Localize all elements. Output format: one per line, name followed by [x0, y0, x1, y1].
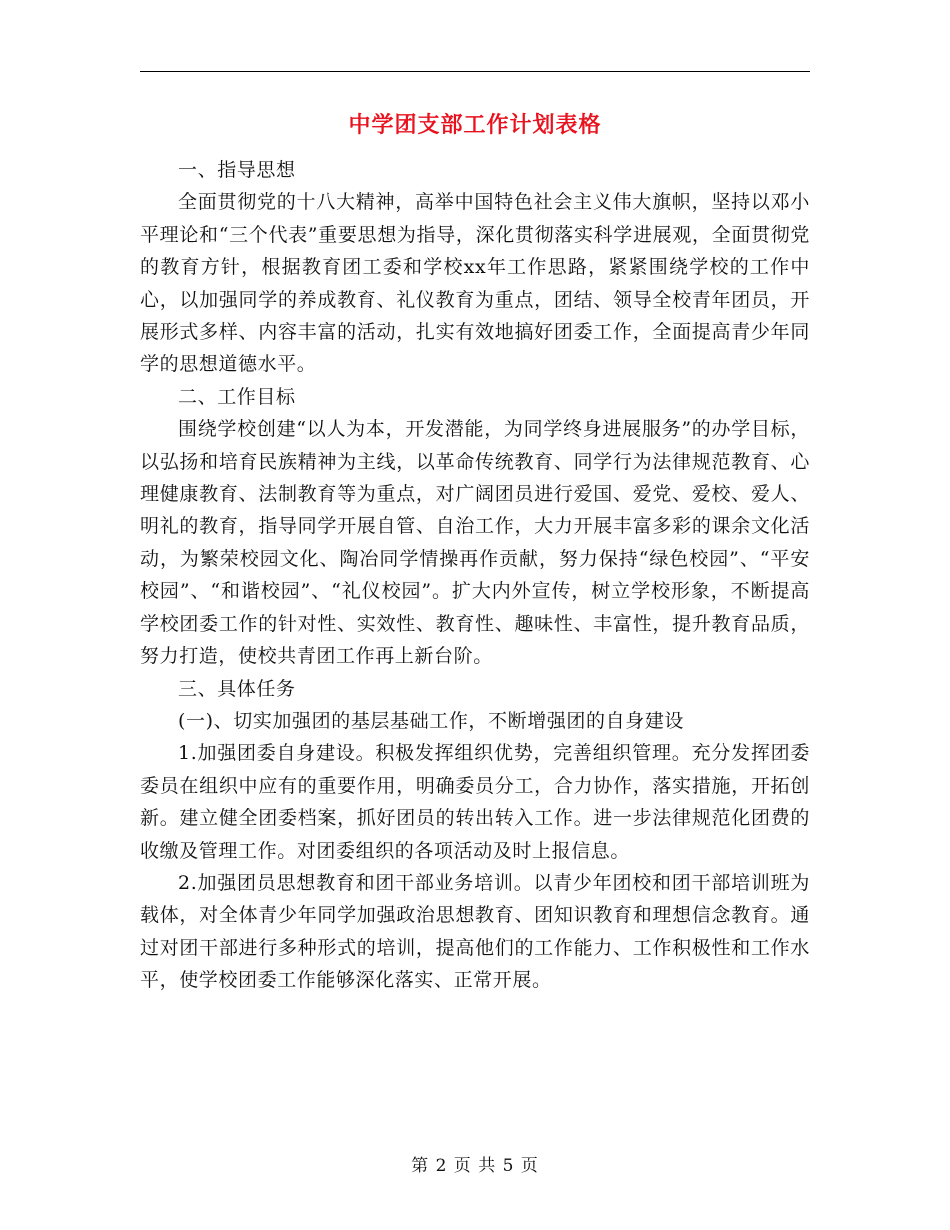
section-heading-guiding-ideology: 一、指导思想 — [178, 159, 296, 181]
paragraph-task-2: 2.加强团员思想教育和团干部业务培训。以青少年团校和团干部培训班为载体，对全体青少年同学加强政治思想教育、团知识教育和理想信念教育。通过对团干部进行多种形式的培训，提高他们的工作能力、工作积极性和工作水平，使学校团委工作能够深化落实、正常开展。 — [140, 871, 810, 992]
paragraph-guiding-ideology: 全面贯彻党的十八大精神，高举中国特色社会主义伟大旗帜，坚持以邓小平理论和“三个代表”重要思想为指导，深化贯彻落实科学进展观，全面贯彻党的教育方针，根据教育团工委和学校xx年工作思路，紧紧围绕学校的工作中心，以加强同学的养成教育、礼仪教育为重点，团结、领导全校青年团员，开展形式多样、内容丰富的活动，扎实有效地搞好团委工作，全面提高青少年同学的思想道德水平。 — [140, 191, 810, 376]
header-rule — [140, 71, 810, 72]
subheading-grassroots-work: (一)、切实加强团的基层基础工作，不断增强团的自身建设 — [178, 709, 685, 732]
paragraph-task-1: 1.加强团委自身建设。积极发挥组织优势，完善组织管理。充分发挥团委委员在组织中应有的重要作用，明确委员分工，合力协作，落实措施，开拓创新。建立健全团委档案，抓好团员的转出转入工作。进一步法律规范化团费的收缴及管理工作。对团委组织的各项活动及时上报信息。 — [140, 742, 810, 862]
document-title: 中学团支部工作计划表格 — [348, 113, 602, 138]
document-body — [140, 104, 810, 997]
page-indicator: 第 2 页 共 5 页 — [411, 1156, 539, 1176]
paragraph-work-goals: 围绕学校创建“以人为本，开发潜能，为同学终身进展服务”的办学目标，以弘扬和培育民族精神为主线，以革命传统教育、同学行为法律规范教育、心理健康教育、法制教育等为重点，对广阔团员进行爱国、爱党、爱校、爱人、明礼的教育，指导同学开展自管、自治工作，大力开展丰富多彩的课余文化活动，为繁荣校园文化、陶冶同学情操再作贡献，努力保持“绿色校园”、“平安校园”、“和谐校园”、“礼仪校园”。扩大内外宣传，树立学校形象，不断提高学校团委工作的针对性、实效性、教育性、趣味性、丰富性，提升教育品质，努力打造，使校共青团工作再上新台阶。 — [140, 418, 810, 668]
section-heading-work-goals: 二、工作目标 — [178, 385, 296, 408]
section-heading-specific-tasks: 三、具体任务 — [178, 677, 296, 700]
